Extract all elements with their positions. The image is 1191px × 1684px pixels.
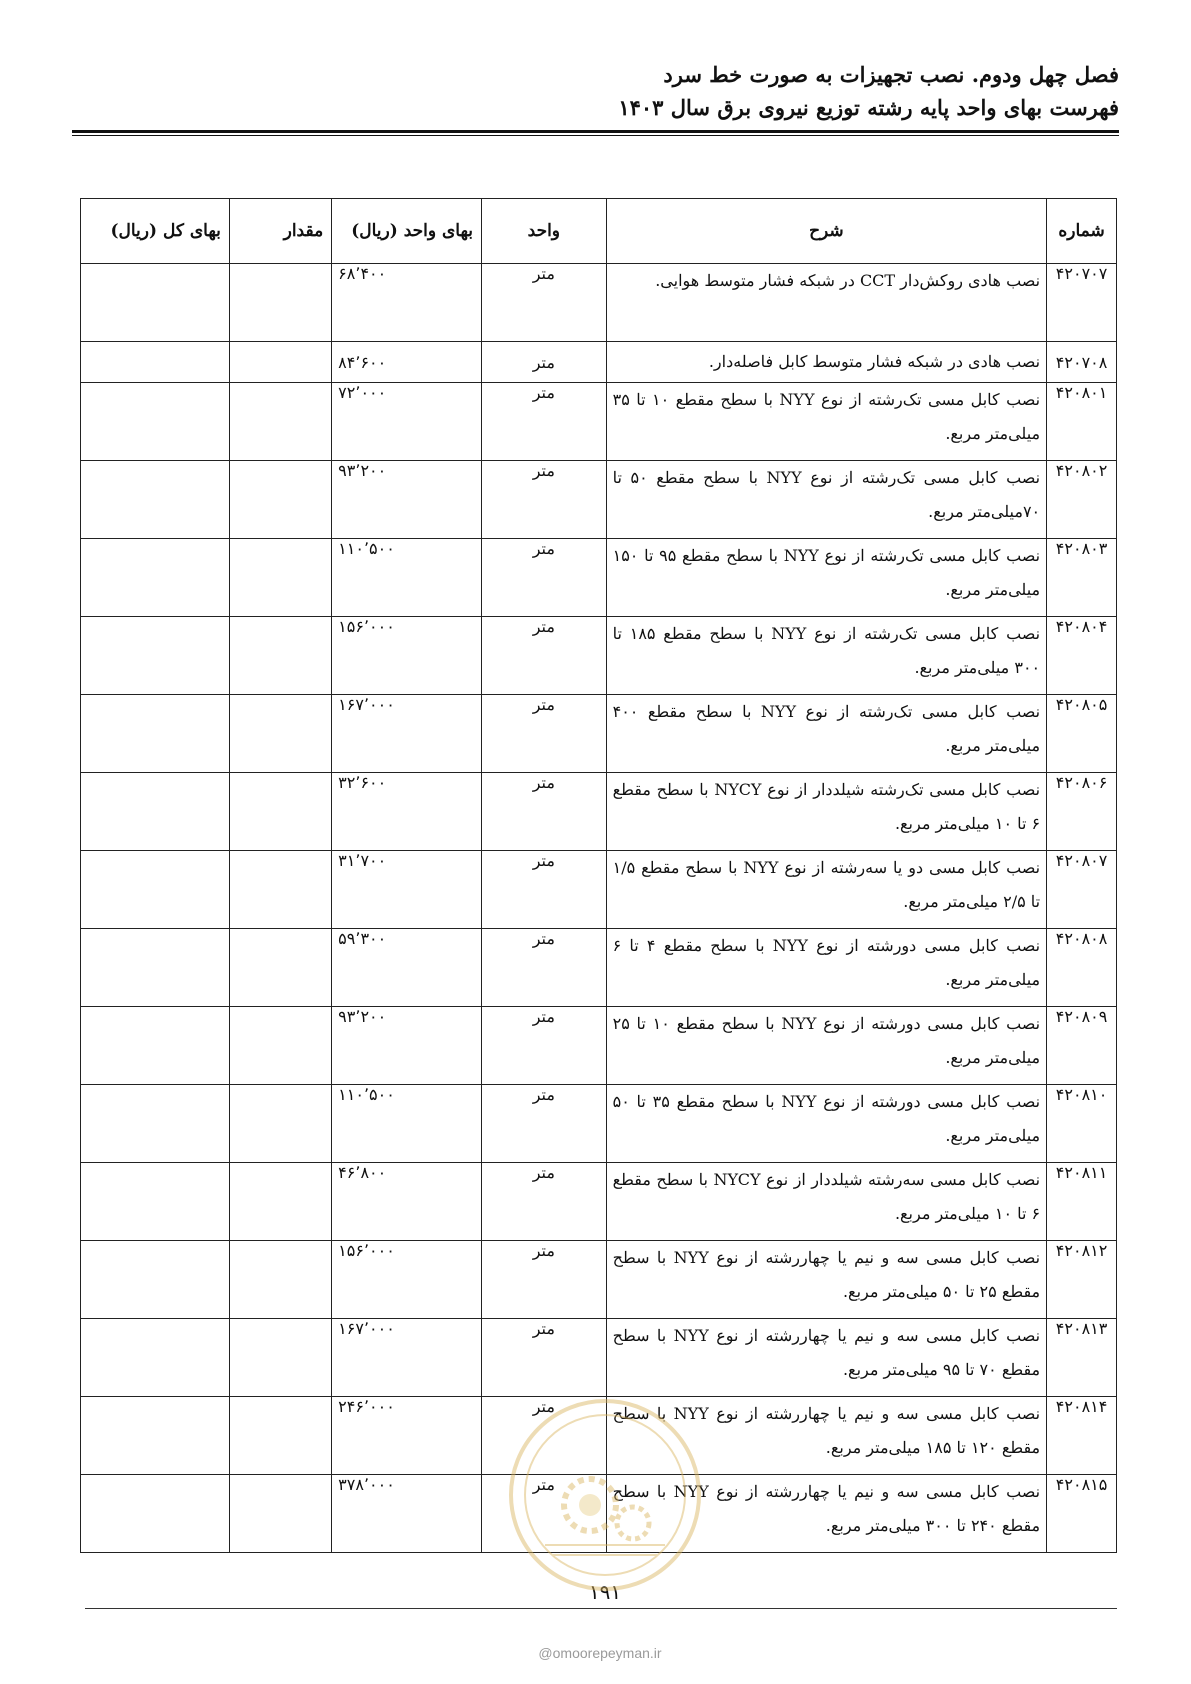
footer-rule: [85, 1608, 1117, 1609]
item-quantity: [229, 695, 331, 773]
item-total-price: [81, 539, 230, 617]
item-total-price: [81, 1319, 230, 1397]
website-watermark: @omoorepeyman.ir: [538, 1645, 662, 1661]
price-table: [80, 198, 1117, 1553]
table-row: [81, 1397, 1117, 1475]
item-unit: متر: [482, 1163, 607, 1241]
item-unit-price: ۵۹٬۳۰۰: [332, 929, 482, 1007]
item-unit: متر: [482, 1241, 607, 1319]
item-code: ۴۲۰۸۱۱: [1047, 1163, 1117, 1241]
item-code: ۴۲۰۸۰۳: [1047, 539, 1117, 617]
header-rule-thick: [72, 130, 1119, 133]
item-unit: متر: [482, 617, 607, 695]
item-unit: متر: [482, 461, 607, 539]
item-code: ۴۲۰۸۰۵: [1047, 695, 1117, 773]
item-code: ۴۲۰۸۱۲: [1047, 1241, 1117, 1319]
table-row: [81, 1475, 1117, 1553]
item-description: نصب کابل مسی سه و نیم یا چهاررشته از نوع NYY با سطح مقطع ۲۵ تا ۵۰ میلی‌متر مربع.: [606, 1241, 1047, 1319]
item-unit-price: ۱۵۶٬۰۰۰: [332, 1241, 482, 1319]
item-unit-price: ۲۴۶٬۰۰۰: [332, 1397, 482, 1475]
item-total-price: [81, 1397, 230, 1475]
item-total-price: [81, 929, 230, 1007]
table-row: [81, 539, 1117, 617]
item-quantity: [229, 383, 331, 461]
table-row: [81, 264, 1117, 342]
item-total-price: [81, 1163, 230, 1241]
item-unit: متر: [482, 1397, 607, 1475]
header-description: شرح: [606, 199, 1047, 264]
item-quantity: [229, 461, 331, 539]
item-quantity: [229, 342, 331, 383]
table-row: [81, 1241, 1117, 1319]
item-unit-price: ۳۷۸٬۰۰۰: [332, 1475, 482, 1553]
item-unit: متر: [482, 264, 607, 342]
item-unit-price: ۱۱۰٬۵۰۰: [332, 539, 482, 617]
item-quantity: [229, 539, 331, 617]
item-quantity: [229, 617, 331, 695]
table-row: [81, 383, 1117, 461]
item-unit: متر: [482, 342, 607, 383]
item-unit-price: ۱۶۷٬۰۰۰: [332, 1319, 482, 1397]
table-row: [81, 617, 1117, 695]
header-total-price: بهای کل (ریال): [81, 199, 230, 264]
item-unit: متر: [482, 929, 607, 1007]
item-total-price: [81, 851, 230, 929]
item-quantity: [229, 1163, 331, 1241]
header-rule-thin: [72, 135, 1119, 136]
item-description: نصب کابل مسی تک‌رشته از نوع NYY با سطح مقطع ۴۰۰ میلی‌متر مربع.: [606, 695, 1047, 773]
item-quantity: [229, 1397, 331, 1475]
item-unit-price: ۷۲٬۰۰۰: [332, 383, 482, 461]
item-total-price: [81, 342, 230, 383]
table-row: [81, 695, 1117, 773]
table-row: [81, 1007, 1117, 1085]
item-total-price: [81, 461, 230, 539]
table-body: [81, 264, 1117, 1553]
table-row: [81, 1163, 1117, 1241]
item-code: ۴۲۰۷۰۸: [1047, 342, 1117, 383]
item-total-price: [81, 1085, 230, 1163]
item-code: ۴۲۰۸۰۶: [1047, 773, 1117, 851]
item-unit: متر: [482, 773, 607, 851]
item-code: ۴۲۰۸۰۸: [1047, 929, 1117, 1007]
item-description: نصب کابل مسی دورشته از نوع NYY با سطح مقطع ۳۵ تا ۵۰ میلی‌متر مربع.: [606, 1085, 1047, 1163]
item-quantity: [229, 1007, 331, 1085]
item-total-price: [81, 1007, 230, 1085]
item-description: نصب کابل مسی تک‌رشته شیلددار از نوع NYCY با سطح مقطع ۶ تا ۱۰ میلی‌متر مربع.: [606, 773, 1047, 851]
item-unit: متر: [482, 1085, 607, 1163]
table-row: [81, 851, 1117, 929]
item-unit-price: ۴۶٬۸۰۰: [332, 1163, 482, 1241]
item-code: ۴۲۰۸۰۲: [1047, 461, 1117, 539]
item-total-price: [81, 264, 230, 342]
item-unit: متر: [482, 695, 607, 773]
page-header: [72, 58, 1119, 124]
item-unit-price: ۹۳٬۲۰۰: [332, 461, 482, 539]
item-quantity: [229, 929, 331, 1007]
item-quantity: [229, 1241, 331, 1319]
item-description: نصب کابل مسی تک‌رشته از نوع NYY با سطح مقطع ۱۸۵ تا ۳۰۰ میلی‌متر مربع.: [606, 617, 1047, 695]
item-code: ۴۲۰۸۱۴: [1047, 1397, 1117, 1475]
item-description: نصب کابل مسی دورشته از نوع NYY با سطح مقطع ۱۰ تا ۲۵ میلی‌متر مربع.: [606, 1007, 1047, 1085]
item-total-price: [81, 1241, 230, 1319]
item-description: نصب کابل مسی تک‌رشته از نوع NYY با سطح مقطع ۱۰ تا ۳۵ میلی‌متر مربع.: [606, 383, 1047, 461]
chapter-title: فصل چهل ودوم. نصب تجهیزات به صورت خط سرد: [663, 62, 1119, 87]
table-row: [81, 342, 1117, 383]
item-description: نصب هادی روکش‌دار CCT در شبکه فشار متوسط هوایی.: [606, 264, 1047, 342]
item-unit: متر: [482, 1475, 607, 1553]
table-row: [81, 929, 1117, 1007]
item-code: ۴۲۰۸۰۹: [1047, 1007, 1117, 1085]
item-description: نصب کابل مسی سه و نیم یا چهاررشته از نوع NYY با سطح مقطع ۲۴۰ تا ۳۰۰ میلی‌متر مربع.: [606, 1475, 1047, 1553]
item-code: ۴۲۰۸۰۱: [1047, 383, 1117, 461]
item-unit-price: ۱۱۰٬۵۰۰: [332, 1085, 482, 1163]
item-description: نصب کابل مسی تک‌رشته از نوع NYY با سطح مقطع ۵۰ تا ۷۰میلی‌متر مربع.: [606, 461, 1047, 539]
table-row: [81, 461, 1117, 539]
item-quantity: [229, 1085, 331, 1163]
item-unit-price: ۹۳٬۲۰۰: [332, 1007, 482, 1085]
item-unit-price: ۶۸٬۴۰۰: [332, 264, 482, 342]
item-total-price: [81, 695, 230, 773]
item-unit: متر: [482, 851, 607, 929]
item-unit-price: ۱۶۷٬۰۰۰: [332, 695, 482, 773]
list-title: فهرست بهای واحد پایه رشته توزیع نیروی برق سال ۱۴۰۳: [618, 95, 1119, 120]
item-total-price: [81, 1475, 230, 1553]
item-code: ۴۲۰۸۰۷: [1047, 851, 1117, 929]
item-description: نصب کابل مسی سه و نیم یا چهاررشته از نوع NYY با سطح مقطع ۷۰ تا ۹۵ میلی‌متر مربع.: [606, 1319, 1047, 1397]
header-quantity: مقدار: [229, 199, 331, 264]
item-quantity: [229, 1475, 331, 1553]
item-total-price: [81, 617, 230, 695]
item-total-price: [81, 383, 230, 461]
table-header-row: [81, 199, 1117, 264]
item-description: نصب کابل مسی دو یا سه‌رشته از نوع NYY با سطح مقطع ۱/۵ تا ۲/۵ میلی‌متر مربع.: [606, 851, 1047, 929]
item-description: نصب کابل مسی تک‌رشته از نوع NYY با سطح مقطع ۹۵ تا ۱۵۰ میلی‌متر مربع.: [606, 539, 1047, 617]
item-description: نصب کابل مسی سه و نیم یا چهاررشته از نوع NYY با سطح مقطع ۱۲۰ تا ۱۸۵ میلی‌متر مربع.: [606, 1397, 1047, 1475]
item-quantity: [229, 264, 331, 342]
item-unit-price: ۳۱٬۷۰۰: [332, 851, 482, 929]
item-total-price: [81, 773, 230, 851]
header-unit-price: بهای واحد (ریال): [332, 199, 482, 264]
header-unit: واحد: [482, 199, 607, 264]
item-unit-price: ۳۲٬۶۰۰: [332, 773, 482, 851]
header-code: شماره: [1047, 199, 1117, 264]
item-description: نصب کابل مسی سه‌رشته شیلددار از نوع NYCY با سطح مقطع ۶ تا ۱۰ میلی‌متر مربع.: [606, 1163, 1047, 1241]
item-unit: متر: [482, 1319, 607, 1397]
item-unit: متر: [482, 1007, 607, 1085]
item-quantity: [229, 773, 331, 851]
item-unit-price: ۸۴٬۶۰۰: [332, 342, 482, 383]
table-row: [81, 1319, 1117, 1397]
item-unit: متر: [482, 539, 607, 617]
page-number: ۱۹۱: [588, 1580, 622, 1604]
table-row: [81, 773, 1117, 851]
item-code: ۴۲۰۸۱۳: [1047, 1319, 1117, 1397]
item-code: ۴۲۰۸۱۰: [1047, 1085, 1117, 1163]
item-unit-price: ۱۵۶٬۰۰۰: [332, 617, 482, 695]
item-code: ۴۲۰۸۰۴: [1047, 617, 1117, 695]
item-description: نصب کابل مسی دورشته از نوع NYY با سطح مقطع ۴ تا ۶ میلی‌متر مربع.: [606, 929, 1047, 1007]
item-quantity: [229, 851, 331, 929]
item-code: ۴۲۰۷۰۷: [1047, 264, 1117, 342]
item-code: ۴۲۰۸۱۵: [1047, 1475, 1117, 1553]
item-quantity: [229, 1319, 331, 1397]
item-unit: متر: [482, 383, 607, 461]
table-row: [81, 1085, 1117, 1163]
item-description: نصب هادی در شبکه فشار متوسط کابل فاصله‌دار.: [606, 342, 1047, 383]
